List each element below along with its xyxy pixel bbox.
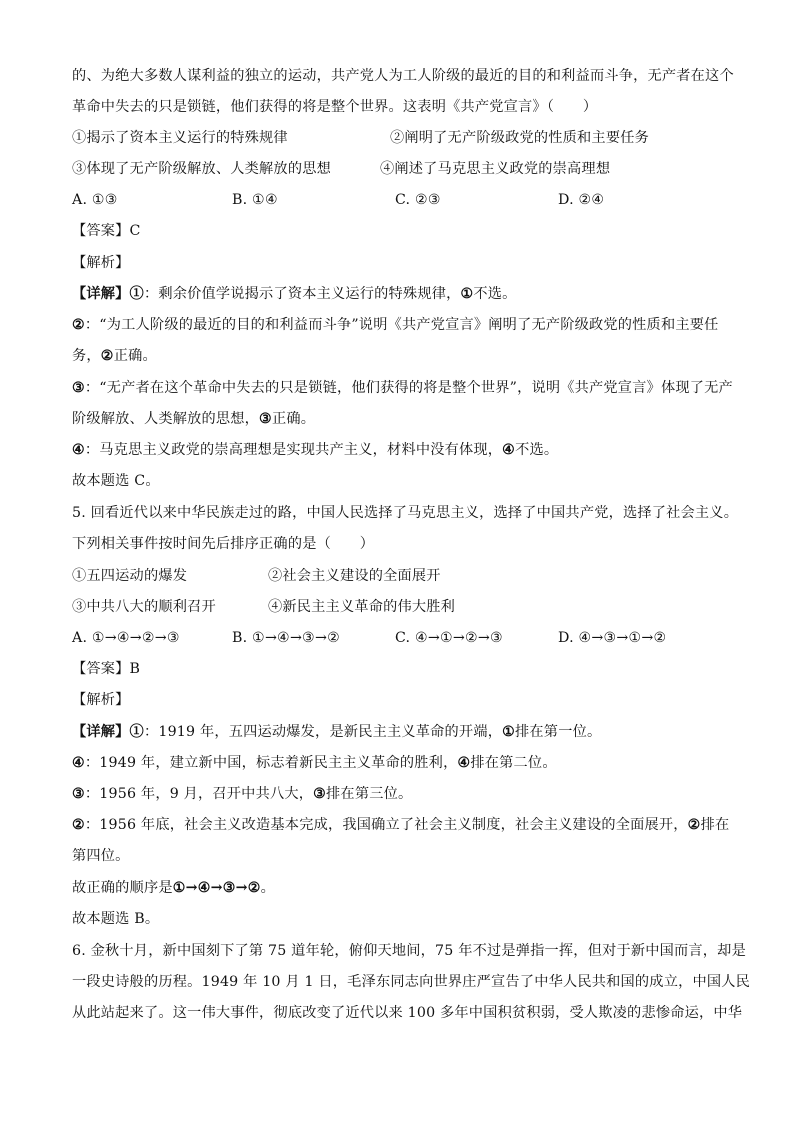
q4-detail-1-text: ：剩余价值学说揭示了资本主义运行的特殊规律，: [143, 286, 461, 302]
q5-option-4: ④新民主主义革命的伟大胜利: [268, 599, 456, 615]
q4-detail-2-tag: ②: [72, 317, 85, 333]
q4-choice-c: C. ②③: [395, 192, 441, 208]
q4-analysis-heading: 【解析】: [72, 255, 130, 271]
q4-final: 故本题选 C。: [72, 473, 160, 489]
q4-detail-2-cont-text: 务，: [72, 348, 101, 364]
q4-detail-3-cont-text: 阶级解放、人类解放的思想，: [72, 411, 260, 427]
q5-option-3: ③中共八大的顺利召开: [72, 599, 216, 615]
q4-answer: 【答案】C: [72, 223, 141, 239]
q5-order: [72, 878, 275, 898]
q5-detail-4-text: ：1956 年底，社会主义改造基本完成，我国确立了社会主义制度，社会主义建设的全面展开，: [84, 817, 688, 833]
q5-stem-line1: 5. 回看近代以来中华民族走过的路，中国人民选择了马克思主义，选择了中国共产党，选择了社会主义。: [72, 505, 739, 521]
q4-option-1: ①揭示了资本主义运行的特殊规律: [72, 130, 288, 146]
q5-detail-1: [72, 722, 601, 742]
q5-detail-4-cont: 第四位。: [72, 848, 130, 864]
q4-detail-2-end: 正确。: [113, 348, 157, 364]
q5-order-prefix: 故正确的顺序是: [72, 880, 173, 896]
q5-stem-line2: 下列相关事件按时间先后排序正确的是（ ）: [72, 536, 375, 552]
q5-detail-4-tag: ②: [72, 817, 85, 833]
q5-detail-2-end: 排在第二位。: [470, 755, 557, 771]
q4-detail-1: [72, 284, 517, 304]
q6-stem-line1: 6. 金秋十月，新中国刻下了第 75 道年轮，俯仰天地间，75 年不过是弹指一挥，但对于新中国而言，却是: [72, 943, 746, 959]
q5-detail-3-end: 排在第三位。: [326, 786, 413, 802]
q4-detail-3-text: ：“无产者在这个革命中失去的只是锁链，他们获得的将是整个世界”，说明《共产党宣言》体现了无产: [84, 380, 733, 396]
q5-analysis-heading: 【解析】: [72, 692, 130, 708]
q4-detail-4-mark: ④: [502, 442, 516, 458]
q5-detail-2-text: ：1949 年，建立新中国，标志着新民主主义革命的胜利，: [84, 755, 458, 771]
q5-detail-1-tag: 【详解】①: [72, 724, 144, 740]
q4-detail-2-text: ：“为工人阶级的最近的目的和利益而斗争”说明《共产党宣言》阐明了无产阶级政党的性质和主要任: [84, 317, 719, 333]
q4-detail-4-end: 不选。: [515, 442, 559, 458]
q5-final: 故本题选 B。: [72, 911, 160, 927]
q4-detail-3-tag: ③: [72, 380, 85, 396]
q5-choice-d: D. ④→③→①→②: [558, 630, 667, 646]
q5-detail-2-mark: ④: [457, 755, 471, 771]
q4-choice-a: A. ①③: [72, 192, 118, 208]
q4-detail-2-cont: [72, 346, 157, 366]
q4-choice-d: D. ②④: [558, 192, 605, 208]
q4-detail-4: [72, 440, 558, 460]
q4-option-3: ③体现了无产阶级解放、人类解放的思想: [72, 161, 331, 177]
q5-detail-4-end: 排在: [700, 817, 730, 833]
q5-detail-3-mark: ③: [313, 786, 327, 802]
q4-option-4: ④阐述了马克思主义政党的崇高理想: [380, 161, 611, 177]
q5-choice-b: B. ①→④→③→②: [232, 630, 340, 646]
q5-detail-3-tag: ③: [72, 786, 85, 802]
q5-detail-1-mark: ①: [502, 724, 516, 740]
q5-order-sequence: ①→④→③→②: [172, 880, 261, 896]
q5-detail-1-end: 排在第一位。: [515, 724, 602, 740]
q4-detail-1-end: 不选。: [473, 286, 517, 302]
q4-detail-4-tag: ④: [72, 442, 85, 458]
q5-option-1: ①五四运动的爆发: [72, 568, 188, 584]
q4-option-2: ②阐明了无产阶级政党的性质和主要任务: [390, 130, 649, 146]
q4-detail-1-tag: 【详解】①: [72, 286, 144, 302]
q4-detail-2-mark: ②: [100, 348, 114, 364]
q5-choice-c: C. ④→①→②→③: [395, 630, 503, 646]
q4-detail-3-end: 正确。: [271, 411, 316, 427]
q5-detail-3-text: ：1956 年，9 月，召开中共八大，: [84, 786, 314, 802]
q5-detail-2-tag: ④: [72, 755, 85, 771]
q5-option-2: ②社会主义建设的全面展开: [268, 568, 441, 584]
q4-detail-3-mark: ③: [259, 411, 272, 427]
q5-detail-2: [72, 753, 557, 773]
q5-choice-a: A. ①→④→②→③: [72, 630, 180, 646]
q4-detail-1-mark: ①: [460, 286, 474, 302]
q4-stem-line2: 革命中失去的只是锁链，他们获得的将是整个世界。这表明《共产党宣言》（ ）: [72, 99, 598, 115]
q4-stem-line1: 的、为绝大多数人谋利益的独立的运动，共产党人为工人阶级的最近的目的和利益而斗争，无产者在这个: [72, 68, 734, 84]
q6-stem-line3: 从此站起来了。这一伟大事件，彻底改变了近代以来 100 多年中国积贫积弱，受人欺凌的悲惨命运，中华: [72, 1005, 743, 1021]
q5-detail-1-text: ：1919 年，五四运动爆发，是新民主主义革命的开端，: [143, 724, 503, 740]
q5-detail-3: [72, 784, 412, 804]
q5-answer: 【答案】B: [72, 661, 141, 677]
q5-detail-4: [72, 815, 729, 835]
q5-order-end: 。: [260, 880, 276, 896]
q4-choice-b: B. ①④: [232, 192, 278, 208]
q5-detail-4-mark: ②: [687, 817, 701, 833]
q4-detail-2: [72, 315, 719, 335]
q4-detail-3-cont: [72, 409, 315, 429]
q6-stem-line2: 一段史诗般的历程。1949 年 10 月 1 日，毛泽东同志向世界庄严宣告了中华人民共和国的成立，中国人民: [72, 974, 751, 990]
q4-detail-3: [72, 378, 733, 398]
q4-detail-4-text: ：马克思主义政党的崇高理想是实现共产主义，材料中没有体现，: [84, 442, 503, 458]
